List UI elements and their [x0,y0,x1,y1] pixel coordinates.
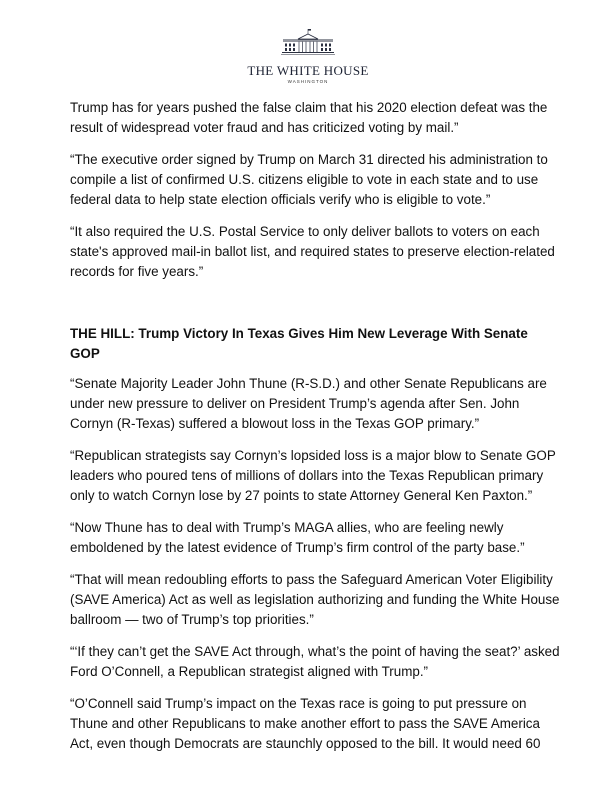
section-gap [70,294,560,324]
body-paragraph: “Republican strategists say Cornyn’s lopsided loss is a major blow to Senate GOP leaders who poured tens of millions of dollars into the Texas Republican primary only to watch Cornyn lose by 27 points to state Attorney General Ken Paxton.” [70,448,556,503]
body-paragraph: Trump has for years pushed the false claim that his 2020 election defeat was the result of widespread voter fraud and has criticized voting by mail.” [70,100,548,135]
section-headline: THE HILL: Trump Victory In Texas Gives Him New Leverage With Senate GOP [70,326,528,361]
body-paragraph: “Senate Majority Leader John Thune (R-S.D.) and other Senate Republicans are under new pressure to deliver on President Trump’s agenda after Sen. John Cornyn (R-Texas) suffered a blowout loss in the Texas GOP primary.” [70,376,547,431]
body-paragraph: “Now Thune has to deal with Trump’s MAGA allies, who are feeling newly emboldened by the latest evidence of Trump’s firm control of the party base.” [70,520,525,555]
document-body [70,98,560,766]
body-paragraph: “‘If they can’t get the SAVE Act through, what’s the point of having the seat?’ asked Ford O’Connell, a Republican strategist aligned with Trump.” [70,644,560,679]
letterhead-subtitle: WASHINGTON [287,79,329,84]
letterhead-title: THE WHITE HOUSE [247,63,369,78]
body-paragraph: “That will mean redoubling efforts to pass the Safeguard American Voter Eligibility (SAVE America) Act as well as legislation authorizing and funding the White House ballroom — two of Trump’s top priorities.” [70,572,560,627]
body-paragraph: “The executive order signed by Trump on March 31 directed his administration to compile a list of confirmed U.S. citizens eligible to vote in each state and to use federal data to help state election officials verify who is eligible to vote.” [70,152,548,207]
body-paragraph: “O’Connell said Trump’s impact on the Texas race is going to put pressure on Thune and other Republicans to make another effort to pass the SAVE America Act, even though Democrats are staunchly opposed to the bill. It would need 60 [70,696,541,751]
white-house-icon [280,28,336,58]
letterhead [0,28,616,85]
body-paragraph: “It also required the U.S. Postal Service to only deliver ballots to voters on each state's approved mail-in ballot list, and required states to preserve election-related records for five years.” [70,224,555,279]
